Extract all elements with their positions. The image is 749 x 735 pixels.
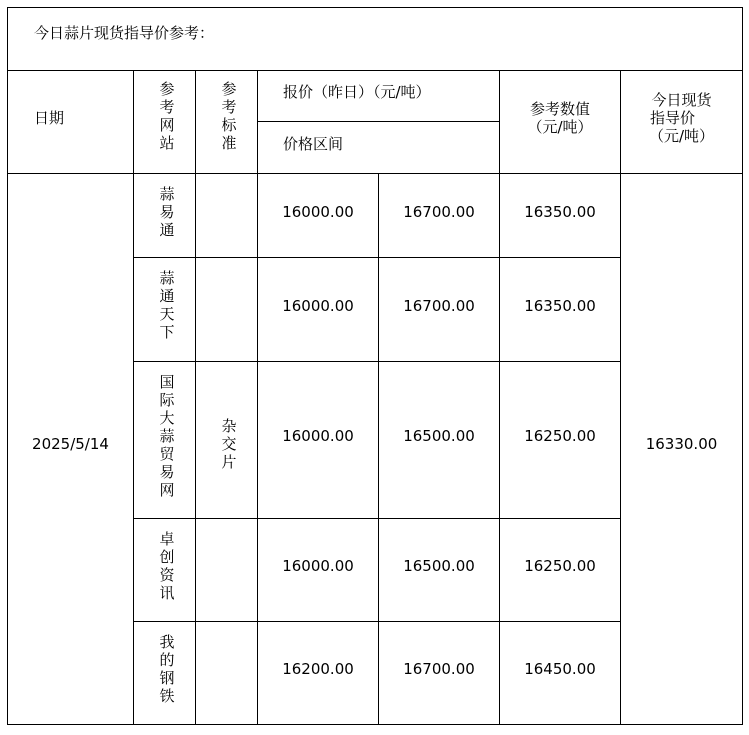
ref-value-cell: 16250.00 xyxy=(524,427,596,445)
header-ref-unit: （元/吨） xyxy=(527,118,593,136)
rule xyxy=(195,70,196,725)
high-price-cell: 16500.00 xyxy=(403,427,475,445)
rule xyxy=(7,7,742,8)
rule xyxy=(133,257,621,258)
rule xyxy=(7,70,742,71)
rule xyxy=(499,70,500,725)
site-cell: 卓创资讯 xyxy=(159,530,175,602)
header-range: 价格区间 xyxy=(283,135,344,153)
rule xyxy=(133,621,621,622)
site-cell: 我的钢铁 xyxy=(159,633,175,705)
ref-value-cell: 16250.00 xyxy=(524,557,596,575)
low-price-cell: 16000.00 xyxy=(282,427,354,445)
rule xyxy=(133,70,134,725)
high-price-cell: 16700.00 xyxy=(403,297,475,315)
rule xyxy=(7,173,742,174)
rule xyxy=(620,70,621,725)
high-price-cell: 16700.00 xyxy=(403,203,475,221)
high-price-cell: 16700.00 xyxy=(403,660,475,678)
rule xyxy=(133,361,621,362)
ref-value-cell: 16350.00 xyxy=(524,203,596,221)
ref-value-cell: 16450.00 xyxy=(524,660,596,678)
header-ref-value: 参考数值 xyxy=(529,100,590,118)
site-cell: 国际大蒜贸易网 xyxy=(159,373,175,499)
low-price-cell: 16000.00 xyxy=(282,557,354,575)
header-today-2: 指导价 xyxy=(649,109,695,127)
today-price-cell: 16330.00 xyxy=(645,435,718,453)
header-quote: 报价（昨日）（元/吨） xyxy=(283,83,431,101)
header-standard: 参考标准 xyxy=(221,80,237,152)
rule xyxy=(7,7,8,725)
date-cell: 2025/5/14 xyxy=(32,435,109,453)
rule xyxy=(257,70,258,725)
low-price-cell: 16000.00 xyxy=(282,203,354,221)
ref-value-cell: 16350.00 xyxy=(524,297,596,315)
header-today-3: （元/吨） xyxy=(648,127,715,145)
rule xyxy=(133,518,621,519)
rule xyxy=(742,7,743,725)
rule xyxy=(7,724,742,725)
table-title: 今日蒜片现货指导价参考： xyxy=(34,24,215,42)
standard-cell: 杂交片 xyxy=(221,417,237,471)
header-date: 日期 xyxy=(34,109,65,127)
high-price-cell: 16500.00 xyxy=(403,557,475,575)
low-price-cell: 16000.00 xyxy=(282,297,354,315)
rule xyxy=(378,173,379,725)
low-price-cell: 16200.00 xyxy=(282,660,354,678)
rule xyxy=(257,121,500,122)
site-cell: 蒜易通 xyxy=(159,185,175,239)
site-cell: 蒜通天下 xyxy=(159,269,175,341)
header-site: 参考网站 xyxy=(159,80,175,152)
header-today-1: 今日现货 xyxy=(651,91,712,109)
